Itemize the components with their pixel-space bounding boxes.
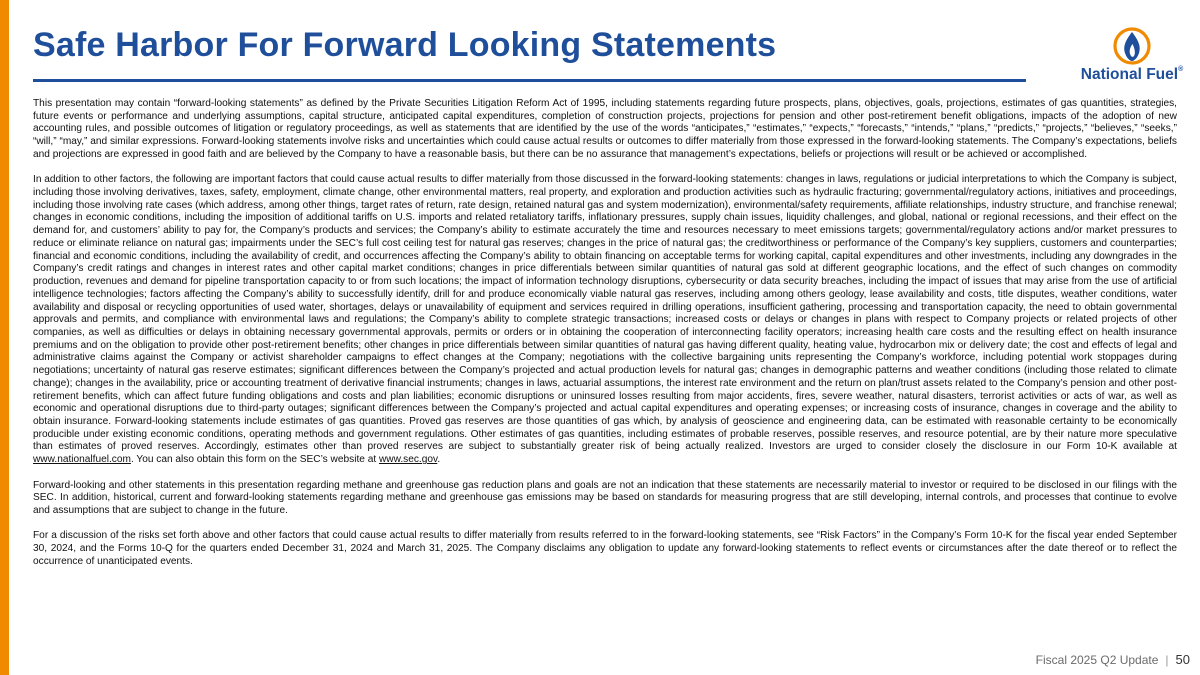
flame-icon	[1110, 26, 1154, 66]
nationalfuel-link[interactable]: www.nationalfuel.com	[33, 454, 131, 466]
paragraph-forward-looking: This presentation may contain “forward-looking statements” as defined by the Private Securities Litigation Reform Act of 1995, including statements regarding future prospects, plans, objectives, goals, projections, estimates of gas quantities, strategies, future events or performance and underlying assumptions, capital structure, anticipated capital expenditures, completion of construction projects, projections for pension and other post-retirement benefit obligations, impacts of the adoption of new accounting rules, and possible outcomes of litigation or regulatory proceedings, as well as statements that are identified by the use of the words “anticipates,” “estimates,” “expects,” “forecasts,” “intends,” “plans,” “predicts,” “projects,” “believes,” “seeks,” “will,” “may,” and similar expressions. Forward-looking statements involve risks and uncertainties which could cause actual results or outcomes to differ materially from those expressed in the forward-looking statements. The Company’s expectations, beliefs and projections are expressed in good faith and are believed by the Company to have a reasonable basis, but there can be no assurance that management’s expectations, beliefs or projections will result or be achieved or accomplished.	[33, 98, 1177, 160]
paragraph-risk-factors: In addition to other factors, the following are important factors that could cause actual results to differ materially from those discussed in the forward-looking statements: changes in laws, regulations or judicial interpretations to which the Company is subject, including those involving derivatives, taxes, safety, employment, climate change, other environmental matters, real property, and exploration and production activities such as hydraulic fracturing; governmental/regulatory actions, initiatives and proceedings, including those involving rate cases (which address, among other things, target rates of return, rate design, retained natural gas and system modernization), environmental/safety requirements, affiliate relationships, industry structure, and franchise renewal; changes in economic conditions, including the imposition of additional tariffs on U.S. imports and related retaliatory tariffs, inflationary pressures, supply chain issues, liquidity challenges, and global, national or regional recessions, and their effect on the demand for, and customers’ ability to pay for, the Company’s products and services; the Company’s ability to estimate accurately the time and resources necessary to meet emissions targets; governmental/regulatory actions and/or market pressures to reduce or eliminate reliance on natural gas; impairments under the SEC’s full cost ceiling test for natural gas reserves; changes in the price of natural gas; the creditworthiness or performance of the Company’s key suppliers, customers and counterparties; financial and economic conditions, including the availability of credit, and occurrences affecting the Company’s ability to obtain financing on acceptable terms for working capital, capital expenditures and other investments, including any downgrades in the Company’s credit ratings and changes in interest rates and other capital market conditions; changes in price differentials between similar quantities of natural gas sold at different geographic locations, and the effect of such changes on commodity production, revenues and demand for pipeline transportation capacity to or from such locations; the impact of information technology disruptions, cybersecurity or data security breaches, including the impact of issues that may arise from the use of artificial intelligence technologies; factors affecting the Company’s ability to successfully identify, drill for and produce economically viable natural gas reserves, including among others geology, lease availability and costs, title disputes, weather conditions, water availability and disposal or recycling opportunities of used water, shortages, delays or unavailability of equipment and services required in drilling operations, insufficient gathering, processing and transportation capacity, the need to obtain governmental approvals and permits, and compliance with environmental laws and regulations; the Company’s ability to complete strategic transactions; increased costs or delays or changes in plans with respect to Company projects or related projects of other companies, as well as difficulties or delays in obtaining necessary governmental approvals, permits or orders or in obtaining the cooperation of interconnecting facility operators; increasing health care costs and the resulting effect on health insurance premiums and on the obligation to provide other post-retirement benefits; other changes in price differentials between similar quantities of natural gas having different quality, heating value, hydrocarbon mix or delivery date; the cost and effects of legal and administrative claims against the Company or activist shareholder campaigns to effect changes at the Company; negotiations with the collective bargaining units representing the Company’s workforce, including potential work stoppages during negotiations; uncertainty of natural gas reserve estimates; significant differences between the Company’s projected and actual production levels for natural gas; changes in demographic patterns and weather conditions (including those related to climate change); changes in the availability, price or accounting treatment of derivative financial instruments; changes in laws, actuarial assumptions, the interest rate environment and the return on plan/trust assets related to the Company’s pension and other post-retirement benefits, which can affect future funding obligations and costs and plan liabilities; economic disruptions or uninsured losses resulting from major accidents, fires, severe weather, natural disasters, terrorist activities or acts of war, as well as economic and operational disruptions due to third-party outages; significant differences between the Company’s projected and actual capital expenditures and operating expenses; or increasing costs of insurance, changes in coverage and the ability to obtain insurance. Forward-looking statements include estimates of gas quantities. Proved gas reserves are those quantities of gas which, by analysis of geoscience and engineering data, can be estimated with reasonable certainty to be economically producible under existing economic conditions, operating methods and government regulations. Other estimates of gas quantities, including estimates of probable reserves, possible reserves, and resource potential, are by their nature more speculative than estimates of proved reserves. Accordingly, estimates other than proved reserves are subject to substantially greater risk of being actually realized. Investors are urged to consider closely the disclosure in our Form 10-K available at www.nationalfuel.com. You can also obtain this form on the SEC’s website at www.sec.gov.	[33, 174, 1177, 466]
footer-separator: |	[1165, 653, 1169, 667]
slide-title: Safe Harbor For Forward Looking Statements	[33, 26, 777, 64]
logo-wordmark: National Fuel®	[1080, 66, 1184, 83]
footer-label: Fiscal 2025 Q2 Update	[1035, 653, 1159, 667]
disclaimer-body	[33, 98, 1177, 581]
paragraph-risk-discussion: For a discussion of the risks set forth above and other factors that could cause actual results to differ materially from results referred to in the forward-looking statements, see “Risk Factors” in the Company’s Form 10-K for the fiscal year ended September 30, 2024, and the Forms 10-Q for the quarters ended December 31, 2024 and March 31, 2025. The Company disclaims any obligation to update any forward-looking statements to reflect events or circumstances after the date thereof or to reflect the occurrence of unanticipated events.	[33, 530, 1177, 567]
slide-footer	[1036, 652, 1190, 667]
sec-gov-link[interactable]: www.sec.gov	[378, 454, 438, 466]
page-number: 50	[1175, 652, 1190, 667]
title-underline	[33, 79, 1026, 82]
orange-accent-bar	[0, 0, 9, 675]
paragraph-methane-ghg: Forward-looking and other statements in this presentation regarding methane and greenhouse gas reduction plans and goals are not an indication that these statements are necessarily material to investor or required to be disclosed in our filings with the SEC. In addition, historical, current and forward-looking statements regarding methane and greenhouse gas emissions may be based on standards for measuring progress that are still developing, internal controls, and processes that continue to evolve and assumptions that are subject to change in the future.	[33, 479, 1177, 516]
national-fuel-logo	[1076, 26, 1188, 86]
